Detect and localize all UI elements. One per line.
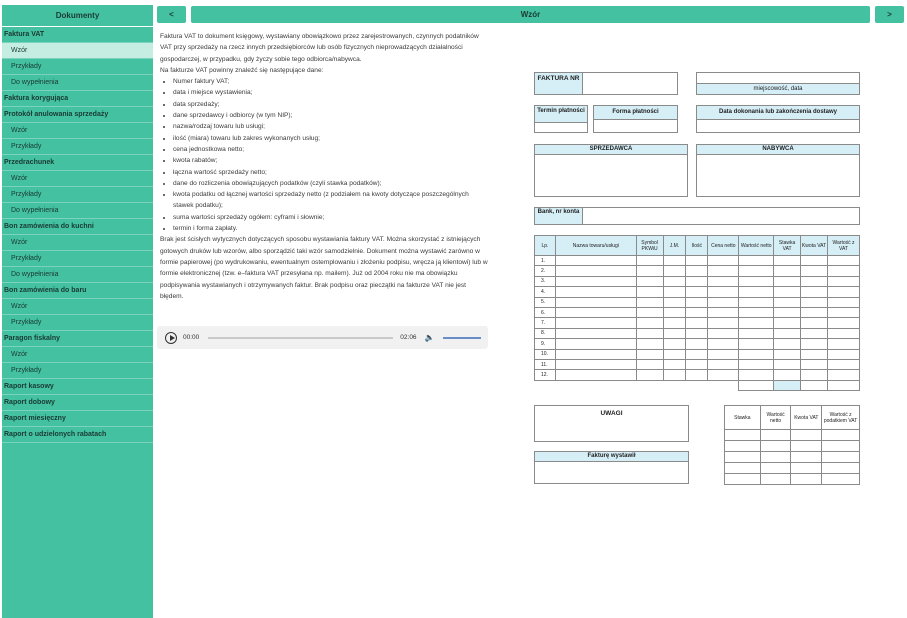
- table-cell[interactable]: [555, 307, 636, 317]
- summary-header: Wartość netto: [760, 406, 791, 430]
- table-cell[interactable]: [801, 339, 828, 349]
- table-cell[interactable]: [686, 256, 708, 266]
- requirements-list: [160, 76, 490, 234]
- table-cell[interactable]: [708, 339, 739, 349]
- row-number: 4.: [535, 287, 556, 297]
- table-cell[interactable]: [663, 287, 686, 297]
- table-cell[interactable]: [708, 359, 739, 369]
- requirement-item: • łączna wartość sprzedaży netto;: [173, 167, 490, 178]
- invoice-template: [534, 72, 860, 484]
- table-cell[interactable]: [739, 349, 774, 359]
- sidebar-section[interactable]: Bon zamówienia do kuchni: [2, 219, 153, 235]
- notes-label: UWAGI: [600, 410, 623, 417]
- table-cell[interactable]: [686, 318, 708, 328]
- table-cell[interactable]: [739, 370, 774, 380]
- summary-cell[interactable]: [760, 463, 791, 474]
- table-cell[interactable]: [739, 297, 774, 307]
- summary-cell[interactable]: [725, 474, 761, 485]
- summary-cell[interactable]: [791, 474, 822, 485]
- table-cell[interactable]: [801, 266, 828, 276]
- requirement-item: • nazwa/rodzaj towaru lub usługi;: [173, 121, 490, 132]
- summary-cell[interactable]: [822, 430, 860, 441]
- vat-summary-table: [724, 405, 860, 485]
- summary-cell[interactable]: [822, 441, 860, 452]
- column-header: J.M.: [663, 236, 686, 256]
- table-cell[interactable]: [555, 349, 636, 359]
- volume-slider[interactable]: [443, 337, 481, 339]
- total-cell: [828, 380, 860, 390]
- table-cell[interactable]: [636, 370, 663, 380]
- sidebar-section[interactable]: Bon zamówienia do baru: [2, 283, 153, 299]
- table-cell[interactable]: [686, 339, 708, 349]
- table-cell[interactable]: [636, 276, 663, 286]
- table-row: [535, 359, 860, 369]
- requirement-item: • data i miejsce wystawienia;: [173, 87, 490, 98]
- summary-cell[interactable]: [791, 463, 822, 474]
- column-header: Kwota VAT: [801, 236, 828, 256]
- total-cell: [555, 380, 636, 390]
- current-time: 00:00: [183, 334, 200, 341]
- column-header: Nazwa towaru/usługi: [555, 236, 636, 256]
- table-row: [535, 287, 860, 297]
- sidebar-item[interactable]: Do wypełnienia: [2, 267, 153, 283]
- table-cell[interactable]: [663, 349, 686, 359]
- table-cell[interactable]: [555, 297, 636, 307]
- volume-icon[interactable]: 🔈: [424, 333, 435, 342]
- table-cell[interactable]: [828, 276, 860, 286]
- column-header: Stawka VAT: [774, 236, 801, 256]
- sidebar-item[interactable]: Przykłady: [2, 139, 153, 155]
- seller-label: SPRZEDAWCA: [535, 145, 687, 155]
- table-cell[interactable]: [739, 256, 774, 266]
- previous-button[interactable]: <: [157, 6, 186, 23]
- table-cell[interactable]: [828, 307, 860, 317]
- table-cell[interactable]: [636, 359, 663, 369]
- play-button[interactable]: [165, 332, 177, 344]
- sidebar-item[interactable]: Przykłady: [2, 315, 153, 331]
- sidebar-item[interactable]: Do wypełnienia: [2, 203, 153, 219]
- total-cell: [801, 380, 828, 390]
- column-header: Symbol PKWiU: [636, 236, 663, 256]
- table-cell[interactable]: [801, 370, 828, 380]
- table-cell[interactable]: [774, 266, 801, 276]
- summary-cell[interactable]: [791, 452, 822, 463]
- table-cell[interactable]: [774, 339, 801, 349]
- table-cell[interactable]: [774, 359, 801, 369]
- seek-bar[interactable]: [208, 337, 393, 339]
- sidebar-section[interactable]: Raport miesięczny: [2, 411, 153, 427]
- sidebar-section[interactable]: Raport kasowy: [2, 379, 153, 395]
- table-cell[interactable]: [636, 266, 663, 276]
- row-number: 11.: [535, 359, 556, 369]
- sidebar-item[interactable]: Do wypełnienia: [2, 75, 153, 91]
- issued-by-label: Fakturę wystawił: [535, 452, 688, 462]
- table-cell[interactable]: [636, 287, 663, 297]
- row-number: 7.: [535, 318, 556, 328]
- table-row: [535, 307, 860, 317]
- table-cell[interactable]: [828, 359, 860, 369]
- table-cell[interactable]: [663, 276, 686, 286]
- column-header: Ilość: [686, 236, 708, 256]
- row-number: 2.: [535, 266, 556, 276]
- payment-form-label: Forma płatności: [594, 106, 677, 120]
- table-cell[interactable]: [686, 276, 708, 286]
- table-cell[interactable]: [801, 287, 828, 297]
- requirement-item: • termin i forma zapłaty.: [173, 223, 490, 234]
- requirement-item: • dane do rozliczenia obowiązujących podatków (czyli stawka podatków);: [173, 178, 490, 189]
- summary-cell[interactable]: [725, 441, 761, 452]
- table-cell[interactable]: [708, 266, 739, 276]
- sidebar-section[interactable]: Protokół anulowania sprzedaży: [2, 107, 153, 123]
- row-number: 1.: [535, 256, 556, 266]
- table-cell[interactable]: [636, 256, 663, 266]
- table-cell[interactable]: [739, 318, 774, 328]
- notes-box: [534, 405, 689, 442]
- column-header: Cena netto: [708, 236, 739, 256]
- bank-label: Bank, nr konta: [535, 208, 583, 224]
- requirement-item: • cena jednostkowa netto;: [173, 144, 490, 155]
- table-cell[interactable]: [828, 256, 860, 266]
- table-cell[interactable]: [663, 370, 686, 380]
- summary-row: [725, 430, 860, 441]
- table-cell[interactable]: [636, 339, 663, 349]
- table-cell[interactable]: [555, 339, 636, 349]
- table-cell[interactable]: [555, 256, 636, 266]
- table-cell[interactable]: [708, 276, 739, 286]
- table-cell[interactable]: [686, 297, 708, 307]
- delivery-date-label: Data dokonania lub zakończenia dostawy: [697, 106, 859, 120]
- table-cell[interactable]: [774, 276, 801, 286]
- total-cell: [663, 380, 686, 390]
- row-number: 12.: [535, 370, 556, 380]
- table-cell[interactable]: [828, 266, 860, 276]
- table-cell[interactable]: [739, 328, 774, 338]
- total-cell: [739, 380, 774, 390]
- summary-cell[interactable]: [822, 474, 860, 485]
- requirement-item: • kwota podatku od łącznej wartości sprzedaży netto (z podziałem na kwoty dotyczące poszczególnych stawek podatku);: [173, 189, 490, 212]
- next-button[interactable]: >: [875, 6, 904, 23]
- table-cell[interactable]: [828, 339, 860, 349]
- table-cell[interactable]: [555, 287, 636, 297]
- delivery-date-box: [696, 105, 860, 133]
- seller-box: [534, 144, 688, 197]
- table-cell[interactable]: [739, 276, 774, 286]
- table-cell[interactable]: [708, 307, 739, 317]
- table-cell[interactable]: [774, 287, 801, 297]
- table-cell[interactable]: [708, 328, 739, 338]
- table-cell[interactable]: [739, 266, 774, 276]
- table-cell[interactable]: [686, 287, 708, 297]
- table-cell[interactable]: [663, 297, 686, 307]
- requirement-item: • dane sprzedawcy i odbiorcy (w tym NIP);: [173, 110, 490, 121]
- sidebar-menu: [2, 27, 153, 443]
- row-number: 5.: [535, 297, 556, 307]
- summary-row: [725, 441, 860, 452]
- table-row: [535, 297, 860, 307]
- table-cell[interactable]: [663, 266, 686, 276]
- sidebar-item[interactable]: Wzór: [2, 235, 153, 251]
- sidebar-section[interactable]: Raport dobowy: [2, 395, 153, 411]
- row-number: 8.: [535, 328, 556, 338]
- table-row: [535, 328, 860, 338]
- table-cell[interactable]: [663, 328, 686, 338]
- table-cell[interactable]: [686, 266, 708, 276]
- summary-header: Stawka: [725, 406, 761, 430]
- table-cell[interactable]: [663, 256, 686, 266]
- total-cell: [774, 380, 801, 390]
- table-cell[interactable]: [828, 318, 860, 328]
- summary-header: Kwota VAT: [791, 406, 822, 430]
- requirement-item: • data sprzedaży;: [173, 99, 490, 110]
- summary-cell[interactable]: [791, 430, 822, 441]
- total-row: [535, 380, 860, 390]
- sidebar-item[interactable]: Przykłady: [2, 251, 153, 267]
- table-row: [535, 256, 860, 266]
- table-cell[interactable]: [555, 370, 636, 380]
- table-cell[interactable]: [686, 370, 708, 380]
- table-row: [535, 276, 860, 286]
- table-cell[interactable]: [555, 328, 636, 338]
- table-cell[interactable]: [555, 266, 636, 276]
- table-row: [535, 318, 860, 328]
- closing-paragraph: Brak jest ścisłych wytycznych dotyczących sposobu wystawiania faktury VAT. Można skorzystać z istniejących gotowych druków lub wzorów, albo sporządzić taki wzór samodzielnie. Dokument można wystawić zarówno w formie papierowej (po wydrukowaniu, ewentualnym ostemplowaniu i złożeniu podpisu, wręcza ją klientowi) lub w formie elektronicznej (tzw. e–faktura VAT przesyłana np. mailem). Już od 2004 roku nie ma obowiązku podpisywania wystawianych i otrzymywanych faktur. Brak podpisu oraz pieczątki na fakturze VAT nie jest błędem.: [160, 236, 488, 300]
- table-cell[interactable]: [686, 359, 708, 369]
- summary-cell[interactable]: [822, 463, 860, 474]
- summary-cell[interactable]: [725, 463, 761, 474]
- table-cell[interactable]: [636, 328, 663, 338]
- table-cell[interactable]: [663, 307, 686, 317]
- article-text: [160, 31, 490, 302]
- payment-form-box: [593, 105, 678, 133]
- table-cell[interactable]: [828, 297, 860, 307]
- bank-box: [534, 207, 860, 225]
- row-number: 10.: [535, 349, 556, 359]
- table-cell[interactable]: [555, 276, 636, 286]
- sidebar-item[interactable]: Wzór: [2, 123, 153, 139]
- table-cell[interactable]: [663, 339, 686, 349]
- summary-row: [725, 452, 860, 463]
- table-cell[interactable]: [686, 307, 708, 317]
- table-cell[interactable]: [636, 349, 663, 359]
- table-cell[interactable]: [739, 307, 774, 317]
- table-cell[interactable]: [663, 318, 686, 328]
- place-date-box: [696, 72, 860, 95]
- payment-term-box: [534, 105, 588, 133]
- table-cell[interactable]: [774, 370, 801, 380]
- intro-paragraph: Faktura VAT to dokument księgowy, wystawiany obowiązkowo przez zarejestrowanych, czynnych podatników VAT przy sprzedaży na rzecz innych przedsiębiorców lub osób fizycznych nieprowadzących działalności gospodarczej, w przypadku, gdy życzy sobie tego odbiorca/nabywca.: [160, 33, 479, 63]
- table-cell[interactable]: [774, 297, 801, 307]
- table-cell[interactable]: [828, 287, 860, 297]
- table-cell[interactable]: [636, 297, 663, 307]
- table-cell[interactable]: [739, 359, 774, 369]
- table-cell[interactable]: [555, 359, 636, 369]
- summary-cell[interactable]: [822, 452, 860, 463]
- sidebar-item[interactable]: Wzór: [2, 171, 153, 187]
- sidebar: [2, 5, 153, 618]
- items-table: [534, 235, 860, 391]
- total-cell: [535, 380, 556, 390]
- buyer-label: NABYWCA: [697, 145, 859, 155]
- summary-row: [725, 463, 860, 474]
- column-header: Wartość netto: [739, 236, 774, 256]
- table-cell[interactable]: [636, 318, 663, 328]
- table-cell[interactable]: [801, 297, 828, 307]
- table-cell[interactable]: [663, 359, 686, 369]
- table-cell[interactable]: [801, 256, 828, 266]
- summary-header: Wartość z podatkiem VAT: [822, 406, 860, 430]
- audio-player: [157, 326, 488, 349]
- row-number: 3.: [535, 276, 556, 286]
- summary-cell[interactable]: [760, 452, 791, 463]
- table-cell[interactable]: [801, 307, 828, 317]
- table-cell[interactable]: [739, 339, 774, 349]
- table-cell[interactable]: [801, 328, 828, 338]
- table-cell[interactable]: [774, 349, 801, 359]
- requirement-item: • suma wartości sprzedaży ogółem: cyframi i słownie;: [173, 212, 490, 223]
- summary-row: [725, 474, 860, 485]
- row-number: 9.: [535, 339, 556, 349]
- summary-cell[interactable]: [725, 430, 761, 441]
- page-title: Wzór: [191, 6, 870, 23]
- total-cell: [686, 380, 708, 390]
- table-row: [535, 266, 860, 276]
- summary-cell[interactable]: [725, 452, 761, 463]
- table-cell[interactable]: [636, 307, 663, 317]
- table-cell[interactable]: [708, 370, 739, 380]
- payment-term-label: Termin płatności: [535, 106, 587, 123]
- table-cell[interactable]: [739, 287, 774, 297]
- table-cell[interactable]: [686, 328, 708, 338]
- duration: 02:06: [400, 334, 417, 341]
- sidebar-item[interactable]: Przykłady: [2, 363, 153, 379]
- row-number: 6.: [535, 307, 556, 317]
- column-header: Lp.: [535, 236, 556, 256]
- table-cell[interactable]: [801, 276, 828, 286]
- table-cell[interactable]: [801, 349, 828, 359]
- sidebar-item[interactable]: Przykłady: [2, 187, 153, 203]
- table-cell[interactable]: [555, 318, 636, 328]
- sidebar-item[interactable]: Przykłady: [2, 59, 153, 75]
- requirement-item: • ilość (miara) towaru lub zakres wykonanych usług;: [173, 133, 490, 144]
- total-cell: [636, 380, 663, 390]
- table-row: [535, 370, 860, 380]
- summary-cell[interactable]: [760, 441, 791, 452]
- table-cell[interactable]: [801, 318, 828, 328]
- table-cell[interactable]: [774, 318, 801, 328]
- sidebar-section[interactable]: Faktura VAT: [2, 27, 153, 43]
- sidebar-section[interactable]: Faktura korygująca: [2, 91, 153, 107]
- sidebar-section[interactable]: Raport o udzielonych rabatach: [2, 427, 153, 443]
- summary-cell[interactable]: [791, 441, 822, 452]
- table-cell[interactable]: [708, 297, 739, 307]
- table-cell[interactable]: [708, 256, 739, 266]
- sidebar-title: Dokumenty: [2, 5, 153, 27]
- list-intro: Na fakturze VAT powinny znaleźć się następujące dane:: [160, 66, 324, 74]
- table-cell[interactable]: [801, 359, 828, 369]
- table-row: [535, 339, 860, 349]
- buyer-box: [696, 144, 860, 197]
- table-cell[interactable]: [708, 349, 739, 359]
- total-cell: [708, 380, 739, 390]
- table-cell[interactable]: [708, 318, 739, 328]
- table-cell[interactable]: [828, 349, 860, 359]
- table-cell[interactable]: [828, 370, 860, 380]
- invoice-number-box: [534, 72, 678, 95]
- table-cell[interactable]: [774, 328, 801, 338]
- sidebar-item[interactable]: Wzór: [2, 299, 153, 315]
- requirement-item: • kwota rabatów;: [173, 155, 490, 166]
- column-header: Wartość z VAT: [828, 236, 860, 256]
- table-cell[interactable]: [774, 307, 801, 317]
- summary-cell[interactable]: [760, 474, 791, 485]
- table-cell[interactable]: [828, 328, 860, 338]
- sidebar-item[interactable]: Wzór: [2, 43, 153, 59]
- invoice-number-label: FAKTURA NR: [535, 73, 583, 94]
- table-cell[interactable]: [686, 349, 708, 359]
- summary-cell[interactable]: [760, 430, 791, 441]
- sidebar-section[interactable]: Przedrachunek: [2, 155, 153, 171]
- place-date-label: miejscowość, data: [697, 83, 859, 94]
- sidebar-item[interactable]: Wzór: [2, 347, 153, 363]
- table-row: [535, 349, 860, 359]
- requirement-item: • Numer faktury VAT;: [173, 76, 490, 87]
- table-cell[interactable]: [774, 256, 801, 266]
- table-cell[interactable]: [708, 287, 739, 297]
- sidebar-section[interactable]: Paragon fiskalny: [2, 331, 153, 347]
- issued-by-box: [534, 451, 689, 484]
